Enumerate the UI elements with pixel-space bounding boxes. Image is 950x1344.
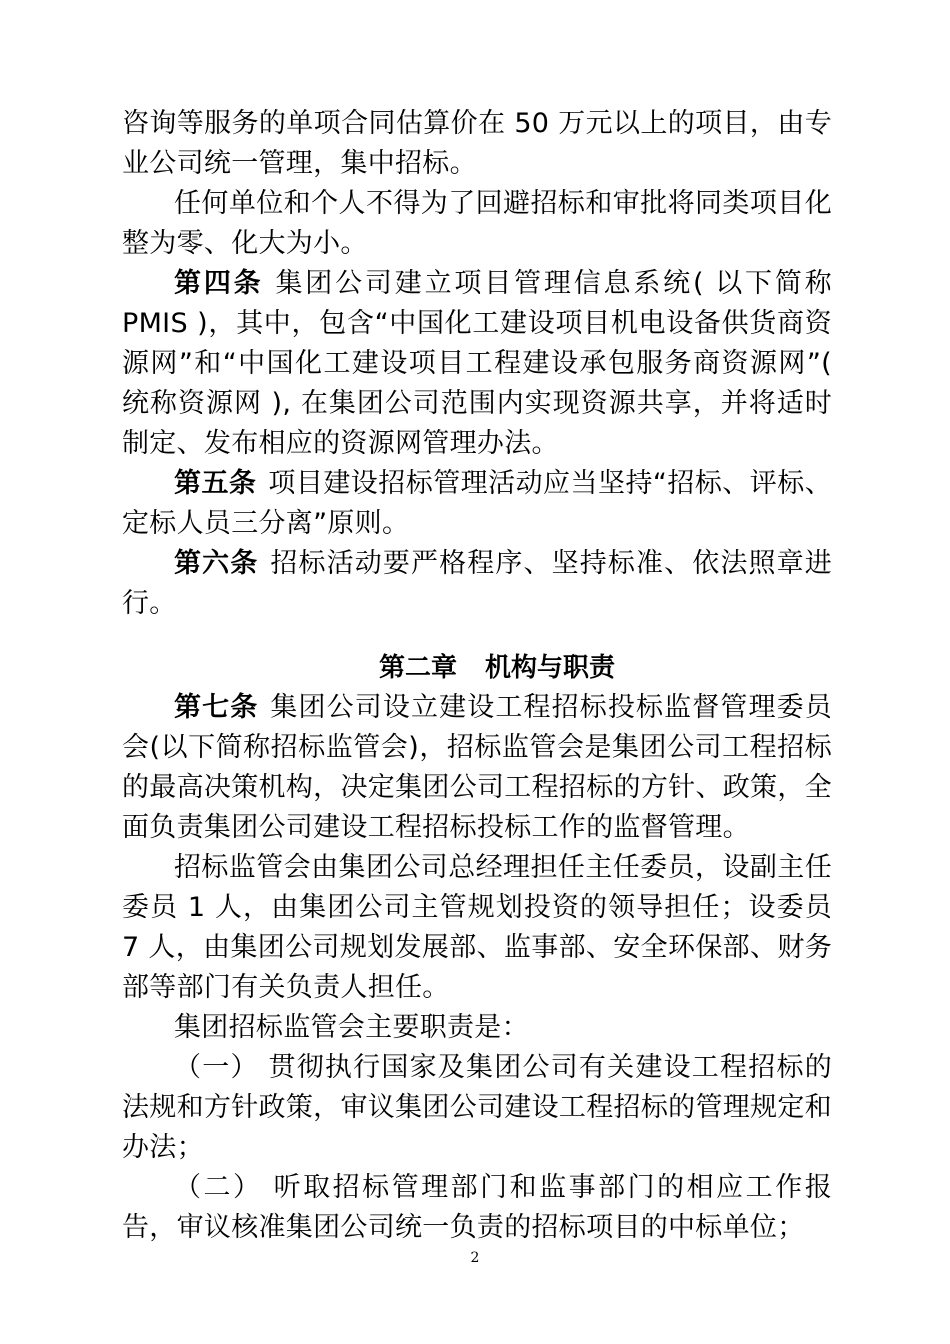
document-body bbox=[122, 104, 832, 1248]
section-gap bbox=[122, 624, 832, 648]
article-5-text: 项目建设招标管理活动应当坚持“招标、评标、定标人员三分离”原则。 bbox=[122, 468, 832, 539]
article-7-label: 第七条 bbox=[174, 692, 259, 723]
paragraph-continuation: 咨询等服务的单项合同估算价在 50 万元以上的项目，由专业公司统一管理，集中招标。 bbox=[122, 108, 832, 179]
chapter-title: 机构与职责 bbox=[485, 653, 616, 683]
article-4-text: 集团公司建立项目管理信息系统( 以下简称 PMIS )，其中，包含“中国化工建设项目机电设备供货商资源网”和“中国化工建设项目工程建设承包服务商资源网”( 统称资源网 ), 在集团公司范围内实现资源共享，并将适时制定、发布相应的资源网管理办法。 bbox=[122, 268, 832, 459]
article-5-label: 第五条 bbox=[174, 468, 257, 499]
paragraph-committee-composition: 招标监管会由集团公司总经理担任主任委员，设副主任委员 1 人，由集团公司主管规划投资的领导担任；设委员 7 人，由集团公司规划发展部、监事部、安全环保部、财务部等部门有关负责人担任。 bbox=[122, 852, 832, 1003]
article-6 bbox=[122, 544, 832, 624]
article-7 bbox=[122, 688, 832, 848]
article-4 bbox=[122, 264, 832, 464]
article-6-text: 招标活动要严格程序、坚持标准、依法照章进行。 bbox=[122, 548, 833, 619]
chapter-heading bbox=[122, 648, 832, 688]
article-5 bbox=[122, 464, 832, 544]
article-4-label: 第四条 bbox=[174, 268, 264, 299]
paragraph-duties-intro: 集团招标监管会主要职责是： bbox=[174, 1012, 529, 1043]
duty-item-1: （一） 贯彻执行国家及集团公司有关建设工程招标的法规和方针政策，审议集团公司建设工程招标的管理规定和办法； bbox=[122, 1052, 832, 1163]
paragraph-no-splitting: 任何单位和个人不得为了回避招标和审批将同类项目化整为零、化大为小。 bbox=[122, 188, 832, 259]
page-number: 2 bbox=[470, 1250, 480, 1266]
duty-item-2: （二） 听取招标管理部门和监事部门的相应工作报告，审议核准集团公司统一负责的招标项目的中标单位； bbox=[122, 1172, 832, 1243]
chapter-number: 第二章 bbox=[378, 653, 457, 683]
article-7-text: 集团公司设立建设工程招标投标监督管理委员会(以下简称招标监管会)，招标监管会是集团公司工程招标的最高决策机构，决定集团公司工程招标的方针、政策，全面负责集团公司建设工程招标投标工作的监督管理。 bbox=[122, 692, 833, 843]
article-6-label: 第六条 bbox=[174, 548, 259, 579]
